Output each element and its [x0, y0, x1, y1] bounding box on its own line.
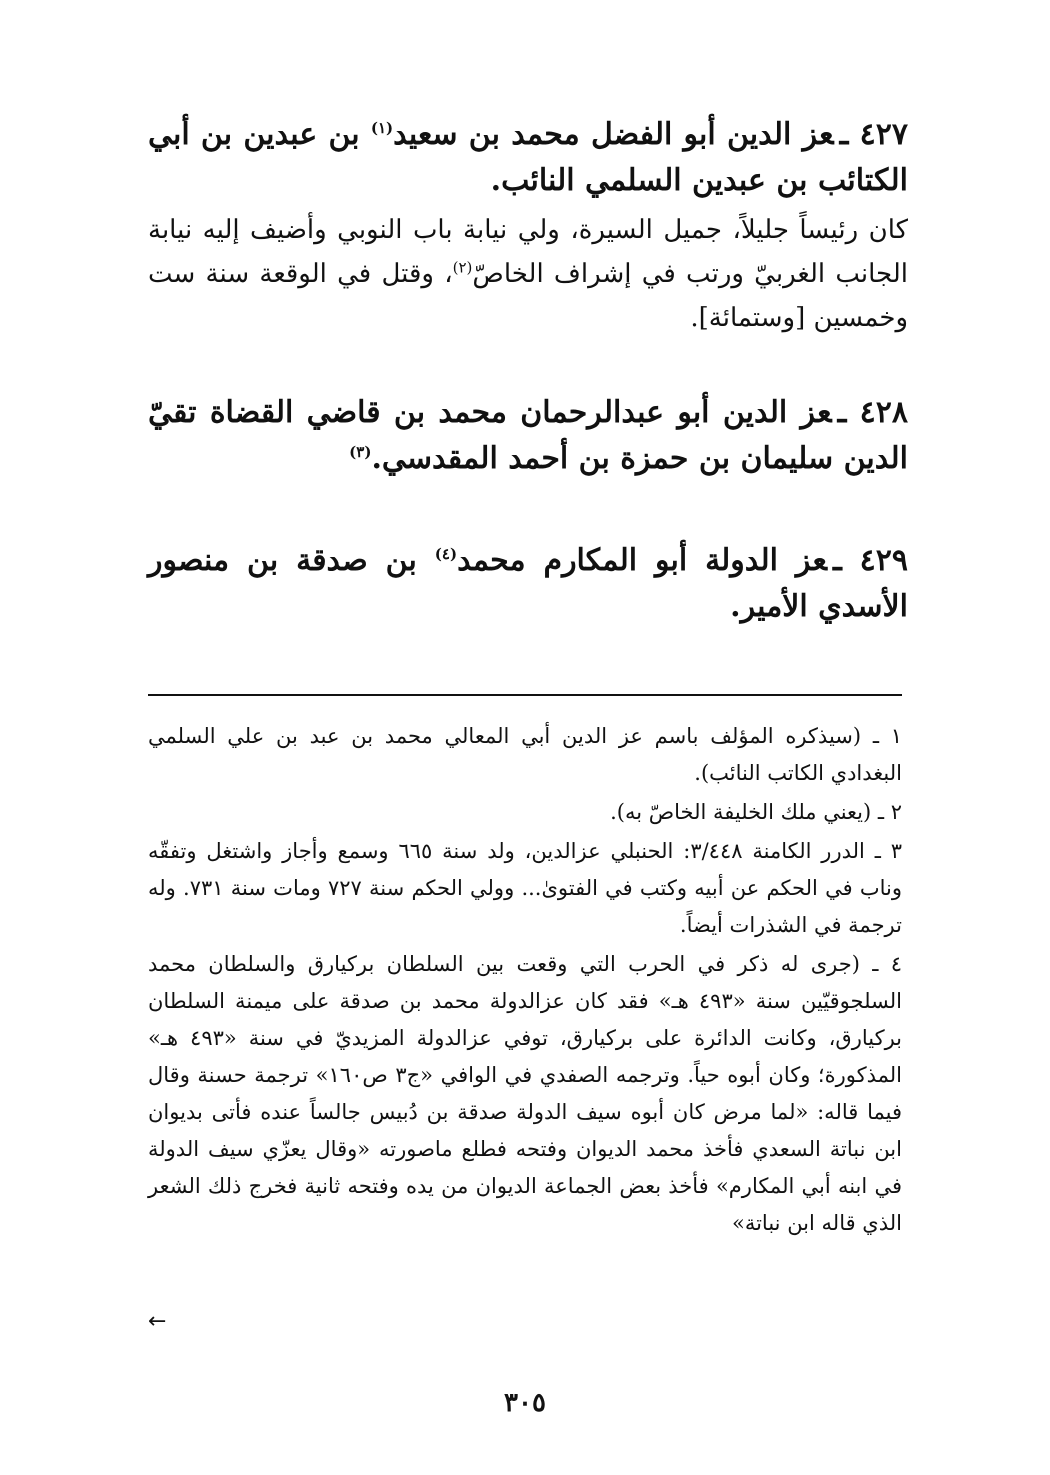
entry-heading	[148, 112, 908, 204]
footnote-3: ٣ ـ الدرر الكامنة ٣/٤٤٨: الحنبلي عزالدين، ولد سنة ٦٦٥ وسمع وأجاز واشتغل وتفقّه وناب في الحكم عن أبيه وكتب في الفتوىٰ... وولي الحكم سنة ٧٢٧ ومات سنة ٧٣١. وله ترجمة في الشذرات أيضاً.	[148, 839, 903, 937]
entry-number: ٤٢٩ ـ	[832, 543, 908, 578]
main-text	[148, 112, 908, 630]
entry-number: ٤٢٧ ـ	[839, 117, 909, 152]
footnote-separator	[148, 694, 902, 696]
entry-heading-text-cont: بن صدقة بن منصور الأسدي الأمير.	[148, 543, 908, 624]
entry-429	[148, 538, 908, 630]
entry-body-text-cont: ، وقتل في الوقعة سنة ست وخمسين [وستمائة].	[148, 259, 908, 333]
entry-heading-text-cont: بن عبدين بن أبي الكتائب بن عبدين السلمي النائب.	[148, 117, 908, 198]
footnote-4: ٤ ـ (جرى له ذكر في الحرب التي وقعت بين السلطان بركيارق والسلطان محمد السلجوقيّين سنة «٤٩٣ هـ» فقد كان عزالدولة محمد بن صدقة على ميمنة السلطان بركيارق، وكانت الدائرة على بركيارق، توفي عزالدولة المزيديّ في سنة «٤٩٣ هـ» المذكورة؛ وكان أبوه حياً. وترجمه الصفدي في الوافي «ج٣ ص١٦٠» ترجمة حسنة وقال فيما قاله: «لما مرض كان أبوه سيف الدولة صدقة بن دُبيس جالساً عنده فأتى بديوان ابن نباتة السعدي فأخذ محمد الديوان وفتحه فطلع ماصورته «وقال يعزّي سيف الدولة في ابنه أبي المكارم» فأخذ بعض الجماعة الديوان من يده وفتحه ثانية فخرج ذلك الشعر الذي قاله ابن نباتة»	[148, 952, 903, 1235]
entry-body-text: كان رئيساً جليلاً، جميل السيرة، ولي نيابة باب النوبي وأضيف إليه نيابة الجانب الغربيّ ورتب في إشراف الخاصّ	[148, 215, 908, 289]
entry-428	[148, 390, 908, 482]
footnote-1: ١ ـ (سيذكره المؤلف باسم عز الدين أبي المعالي محمد بن عبد بن علي السلمي البغدادي الكاتب النائب).	[148, 724, 902, 785]
footnotes	[148, 718, 902, 1244]
footnote-ref: (٣)	[349, 443, 372, 461]
footnote-ref: (٤)	[434, 545, 458, 563]
entry-heading	[148, 538, 908, 630]
entry-heading	[148, 390, 908, 482]
footnote-2: ٢ ـ (يعني ملك الخليفة الخاصّ به).	[610, 800, 902, 824]
continuation-arrow-icon: ←	[148, 1309, 167, 1334]
footnote-ref: (٢)	[452, 258, 473, 277]
entry-heading-text: عز الدين أبو عبدالرحمان محمد بن قاضي القضاة تقيّ الدين سليمان بن حمزة بن أحمد المقدسي.	[148, 395, 908, 476]
entry-body	[148, 208, 908, 340]
entry-427	[148, 112, 908, 340]
entry-number: ٤٢٨ ـ	[837, 395, 908, 430]
footnote-ref: (١)	[370, 119, 394, 137]
entry-heading-text: عز الدولة أبو المكارم محمد	[457, 543, 827, 578]
entry-heading-text: عز الدين أبو الفضل محمد بن سعيد	[393, 117, 834, 152]
page-number: ٣٠٥	[504, 1388, 546, 1418]
